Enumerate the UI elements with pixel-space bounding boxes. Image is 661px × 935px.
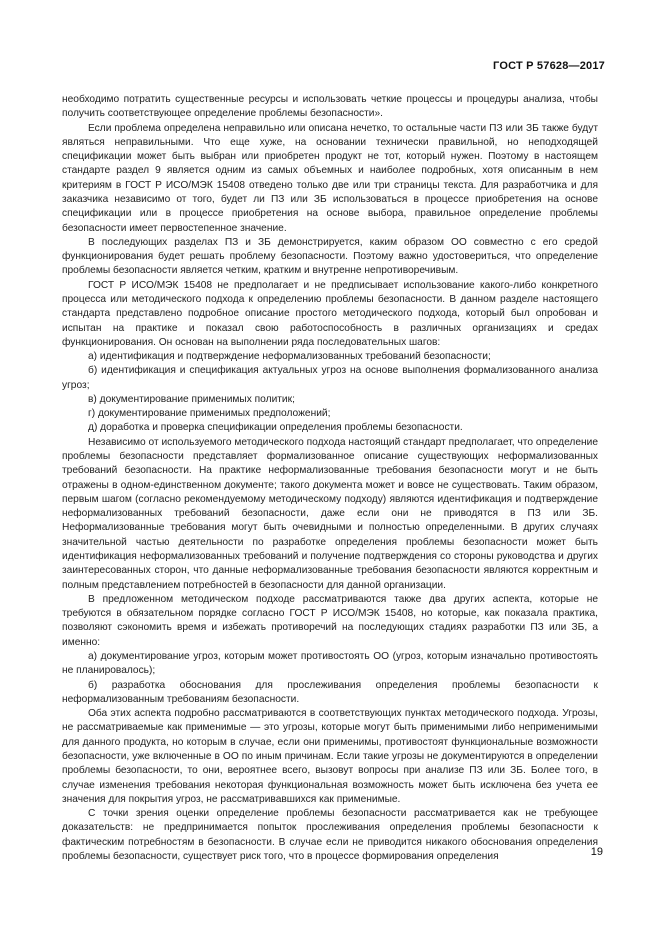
paragraph: Независимо от используемого методического подхода настоящий стандарт предполагает, что определение проблемы безопасности представляет формализованное описание существующих неформализованных требований безопасности. На практике неформализованные требования безопасности могут и не быть отражены в одном-единственном документе; такого документа может и вовсе не существовать. Таким образом, первым шагом (согласно рекомендуемому методическому подходу) являются идентификация и подтверждение неформализованных требований безопасности, даже если они не приводятся в ПЗ или ЗБ. Неформализованные требования могут быть очевидными и полностью определенными. В других случаях значительной частью деятельности по разработке определения проблемы безопасности может быть идентификация неформализованных требований и получение подтверждения со стороны руководства и других заинтересованных сторон, что данные неформализованные требования безопасности являются корректным и полным представлением потребностей в безопасности для данной организации. [62, 436, 598, 591]
list-item: б) идентификация и спецификация актуальных угроз на основе выполнения формализованного анализа угроз; [62, 365, 598, 391]
list-item: б) разработка обоснования для прослеживания определения проблемы безопасности к неформализованным требованиям безопасности. [62, 679, 598, 705]
list-item: а) идентификация и подтверждение неформализованных требований безопасности; [88, 351, 491, 363]
list-item: д) доработка и проверка спецификации определения проблемы безопасности. [88, 422, 463, 434]
body-text [62, 93, 598, 864]
paragraph: Если проблема определена неправильно или описана нечетко, то остальные части ПЗ или ЗБ также будут являться неправильными. Что еще хуже, на основании технически правильной, но неподходящей спецификации может быть выбран или приобретен продукт не тот, который нужен. Поэтому в настоящем стандарте раздел 9 является одним из самых объемных и наиболее подробных, хотя описанным в нем критериям в ГОСТ Р ИСО/МЭК 15408 отведено только две или три страницы текста. Для разработчика и для заказчика независимо от того, будет ли ПЗ или ЗБ использоваться в процессе приобретения на основе спецификации или в процессе приобретения на основе выбора, правильное определение проблемы безопасности имеет первостепенное значение. [62, 122, 598, 234]
document-header: ГОСТ Р 57628—2017 [493, 60, 605, 72]
paragraph: В последующих разделах ПЗ и ЗБ демонстрируется, каким образом ОО совместно с его средой функционирования будет решать проблему безопасности. Поэтому важно удостовериться, что определение проблемы безопасности является четким, кратким и внутренне непротиворечивым. [62, 236, 598, 277]
paragraph: Оба этих аспекта подробно рассматриваются в соответствующих пунктах методического подхода. Угрозы, не рассматриваемые как применимые — это угрозы, которые могут быть применимыми либо неприменимыми для данного продукта, но которым в случае, если они применимы, противостоят функциональные возможности безопасности, уже включенные в ОО по иным причинам. Если такие угрозы не документируются в определении проблемы безопасности, то они, вероятнее всего, вызовут вопросы при анализе ПЗ или ЗБ. Более того, в случае изменения требования некоторая функциональная возможность может быть исключена без учета ее значения для покрытия угроз, не рассматривавшихся как применимые. [62, 708, 598, 805]
list-item: а) документирование угроз, которым может противостоять ОО (угроз, которым изначально противостоять не планировалось); [62, 650, 598, 677]
paragraph: ГОСТ Р ИСО/МЭК 15408 не предполагает и не предписывает использование какого-либо конкретного процесса или методического подхода к определению проблемы безопасности. В данном разделе настоящего стандарта представлено подробное описание простого методического подхода, который был опробован и испытан на практике и показал свою работоспособность в различных организациях и средах функционирования. Он основан на выполнении ряда последовательных шагов: [62, 279, 598, 348]
list-item: г) документирование применимых предположений; [88, 408, 331, 420]
paragraph: В предложенном методическом подходе рассматриваются также два других аспекта, которые не требуются в обязательном порядке согласно ГОСТ Р ИСО/МЭК 15408, но которые, как показала практика, позволяют сэкономить время и избежать противоречий на последующих стадиях разработки ПЗ или ЗБ, а именно: [62, 593, 598, 648]
paragraph: С точки зрения оценки определение проблемы безопасности рассматривается как не требующее доказательств: не предпринимается попыток прослеживания определения проблемы безопасности к фактическим потребностям в безопасности. В случае если не приводится никакого обоснования определения проблемы безопасности, существует риск того, что в процессе формирования определения [62, 808, 598, 862]
paragraph-continuation: необходимо потратить существенные ресурсы и использовать четкие процессы и процедуры анализа, чтобы получить соответствующее определение проблемы безопасности». [62, 94, 598, 120]
list-item: в) документирование применимых политик; [88, 393, 295, 405]
page-number: 19 [590, 846, 603, 858]
